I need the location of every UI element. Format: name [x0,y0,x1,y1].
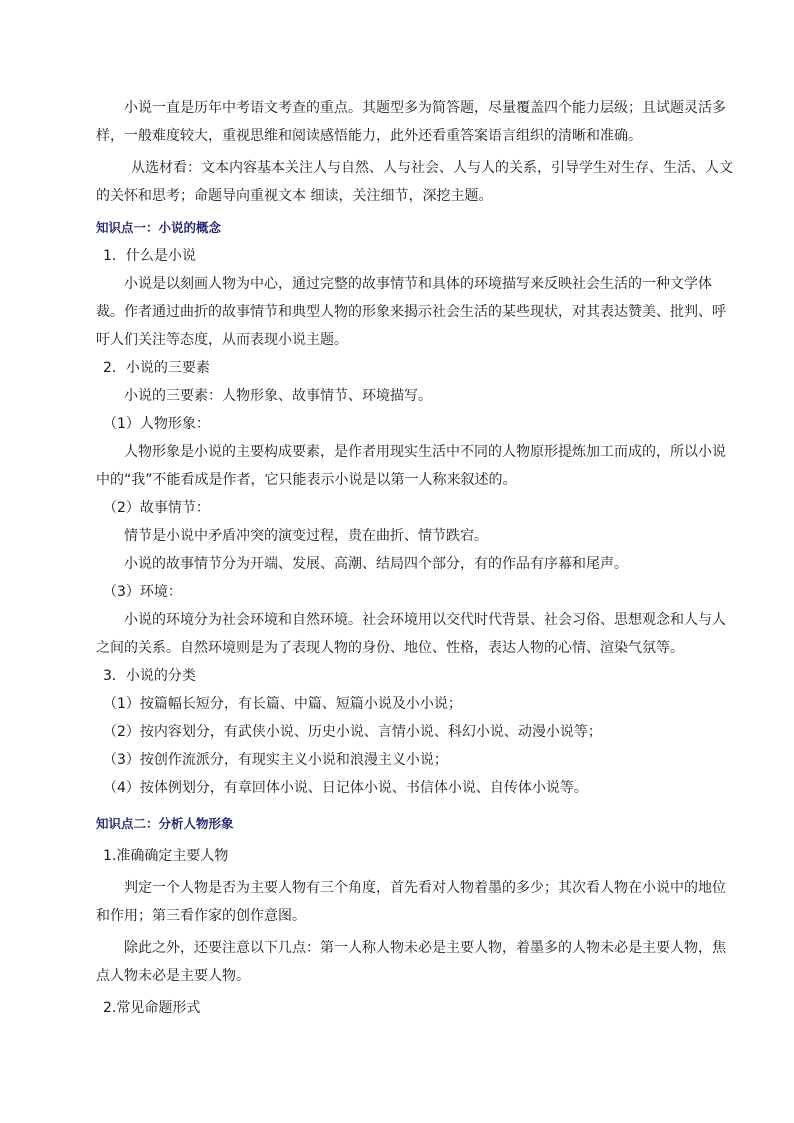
intro-paragraph-1: 小说一直是历年中考语文考查的重点。其题型多为简答题，尽量覆盖四个能力层级；且试题灵活多样，一般难度较大，重视思维和阅读感悟能力，此外还看重答案语言组织的清晰和准确。 [96,100,726,144]
classification-2: （2）按内容划分，有武侠小说、历史小说、言情小说、科幻小说、动漫小说等； [103,724,602,740]
section-1-item-2-text: 小说的三要素：人物形象、故事情节、环境描写。 [124,388,432,404]
element-3-text: 小说的环境分为社会环境和自然环境。社会环境用以交代时代背景、社会习俗、思想观念和人与人之间的关系。自然环境则是为了表现人物的身份、地位、性格，表达人物的心情、渲染气氛等。 [96,612,726,656]
element-1-title: （1）人物形象： [103,416,210,432]
classification-3: （3）按创作流派分，有现实主义小说和浪漫主义小说； [103,752,448,768]
section-2-heading: 知识点二：分析人物形象 [96,816,234,831]
section-2-item-2-title: 2.常见命题形式 [103,1000,201,1016]
classification-1: （1）按篇幅长短分，有长篇、中篇、短篇小说及小小说； [103,696,462,712]
element-3-title: （3）环境： [103,584,182,600]
element-2-title: （2）故事情节： [103,500,210,516]
section-1-item-2-title: 2．小说的三要素 [103,360,210,376]
document-page [96,94,736,1022]
intro-paragraph-2: 从选材看：文本内容基本关注人与自然、人与社会、人与人的关系，引导学生对生存、生活、人文的关怀和思考；命题导向重视文本 细读，关注细节，深挖主题。 [96,160,733,204]
section-1-item-3-title: 3．小说的分类 [103,668,196,684]
element-1-text: 人物形象是小说的主要构成要素，是作者用现实生活中不同的人物原形提炼加工而成的，所以小说中的“我”不能看成是作者，它只能表示小说是以第一人称来叙述的。 [96,444,726,488]
section-1-item-1-text: 小说是以刻画人物为中心，通过完整的故事情节和具体的环境描写来反映社会生活的一种文学体裁。作者通过曲折的故事情节和典型人物的形象来揭示社会生活的某些现状，对其表达赞美、批判、呼吁人们关注等态度，从而表现小说主题。 [96,276,726,348]
section-2-item-1-text-1: 判定一个人物是否为主要人物有三个角度，首先看对人物着墨的多少；其次看人物在小说中的地位和作用；第三看作家的创作意图。 [96,880,726,924]
classification-4: （4）按体例划分，有章回体小说、日记体小说、书信体小说、自传体小说等。 [103,780,588,796]
section-2-item-1-title: 1.准确确定主要人物 [103,848,229,864]
section-2-item-1-text-2: 除此之外，还要注意以下几点：第一人称人物未必是主要人物，着墨多的人物未必是主要人物，焦点人物未必是主要人物。 [96,940,726,984]
element-2-text-2: 小说的故事情节分为开端、发展、高潮、结局四个部分，有的作品有序幕和尾声。 [124,556,628,572]
element-2-text-1: 情节是小说中矛盾冲突的演变过程，贵在曲折、情节跌宕。 [124,528,488,544]
section-1-item-1-title: 1．什么是小说 [103,248,196,264]
section-1-heading: 知识点一：小说的概念 [96,220,222,235]
